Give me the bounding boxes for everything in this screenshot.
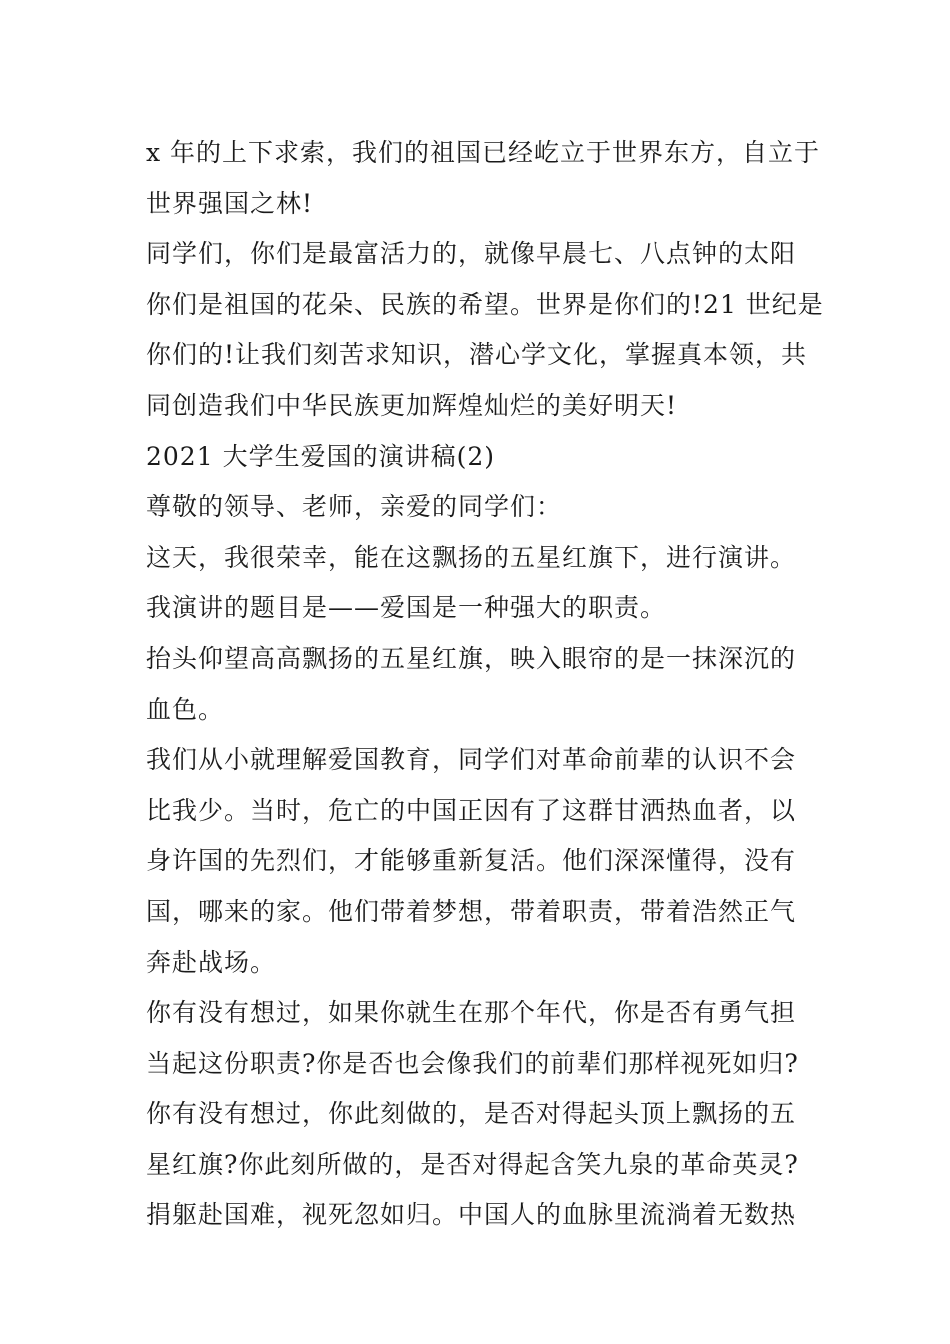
text-line: 当起这份职责?你是否也会像我们的前辈们那样视死如归? <box>146 1048 799 1078</box>
document-body <box>146 128 824 1241</box>
text-line: 星红旗?你此刻所做的，是否对得起含笑九泉的革命英灵? <box>146 1149 799 1179</box>
text-line: 捐躯赴国难，视死忽如归。中国人的血脉里流淌着无数热 <box>146 1200 797 1230</box>
text-line: 你们是祖国的花朵、民族的希望。世界是你们的!21 世纪是 <box>146 289 824 319</box>
text-line: 这天，我很荣幸，能在这飘扬的五星红旗下，进行演讲。 <box>146 542 797 572</box>
section-heading: 2021 大学生爱国的演讲稿(2) <box>146 441 495 471</box>
text-line: 我演讲的题目是——爱国是一种强大的职责。 <box>146 593 667 623</box>
text-line: 你有没有想过，如果你就生在那个年代，你是否有勇气担 <box>146 998 797 1028</box>
text-line: 抬头仰望高高飘扬的五星红旗，映入眼帘的是一抹深沉的 <box>146 643 797 673</box>
text-line: 比我少。当时，危亡的中国正因有了这群甘洒热血者，以 <box>146 795 797 825</box>
text-line: 身许国的先烈们，才能够重新复活。他们深深懂得，没有 <box>146 846 797 876</box>
text-line: 你们的!让我们刻苦求知识，潜心学文化，掌握真本领，共 <box>146 340 808 370</box>
salutation: 尊敬的领导、老师，亲爱的同学们： <box>146 492 563 522</box>
text-line: 国，哪来的家。他们带着梦想，带着职责，带着浩然正气 <box>146 896 797 926</box>
text-line: 奔赴战场。 <box>146 947 277 977</box>
text-line: x 年的上下求索，我们的祖国已经屹立于世界东方，自立于 <box>146 138 821 167</box>
text-line: 我们从小就理解爱国教育，同学们对革命前辈的认识不会 <box>146 745 797 775</box>
text-line: 血色。 <box>146 694 225 724</box>
text-line: 同创造我们中华民族更加辉煌灿烂的美好明天! <box>146 390 678 420</box>
text-line: 你有没有想过，你此刻做的，是否对得起头顶上飘扬的五 <box>146 1099 797 1129</box>
text-line: 同学们，你们是最富活力的，就像早晨七、八点钟的太阳 <box>146 239 797 269</box>
text-line: 世界强国之林! <box>146 188 314 218</box>
